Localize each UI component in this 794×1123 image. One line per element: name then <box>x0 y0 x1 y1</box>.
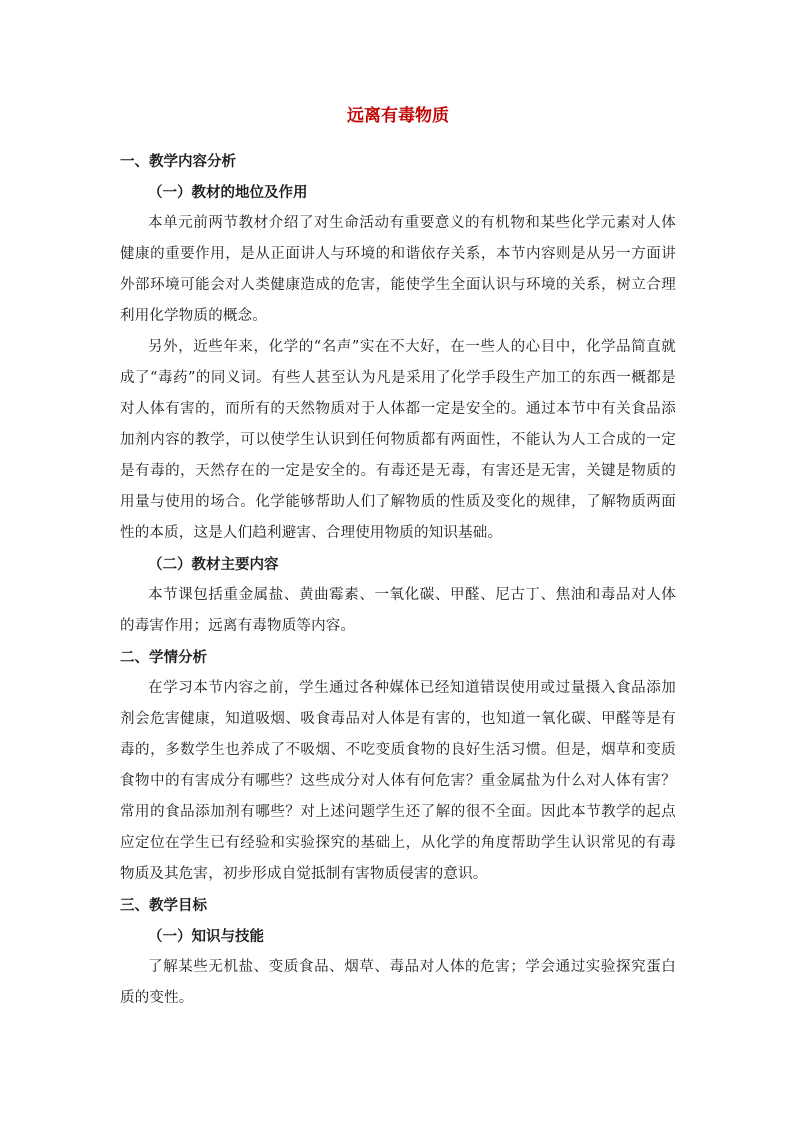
section-heading-content-analysis: 一、教学内容分析 <box>120 153 236 170</box>
section-heading-teaching-objectives: 三、教学目标 <box>120 897 207 914</box>
paragraph: 另外，近些年来，化学的“名声”实在不大好，在一些人的心目中，化学品简直就成了“毒药”的同义词。有些人甚至认为凡是采用了化学手段生产加工的东西一概都是对人体有害的，而所有的天然物质对于人体都一定是安全的。通过本节中有关食品添加剂内容的教学，可以使学生认识到任何物质都有两面性，不能认为人工合成的一定是有毒的，天然存在的一定是安全的。有毒还是无毒，有害还是无害，关键是物质的用量与使用的场合。化学能够帮助人们了解物质的性质及变化的规律，了解物质两面性的本质，这是人们趋利避害、合理使用物质的知识基础。 <box>120 339 676 541</box>
paragraph: 本单元前两节教材介绍了对生命活动有重要意义的有机物和某些化学元素对人体健康的重要作用，是从正面讲人与环境的和谐依存关系，本节内容则是从另一方面讲外部环境可能会对人类健康造成的危害，能使学生全面认识与环境的关系，树立合理利用化学物质的概念。 <box>120 215 676 324</box>
document-title: 远离有毒物质 <box>347 106 449 126</box>
document-page <box>120 96 676 1014</box>
subsection-heading-knowledge-skills: （一）知识与技能 <box>148 928 264 945</box>
paragraph: 在学习本节内容之前，学生通过各种媒体已经知道错误使用或过量摄入食品添加剂会危害健康，知道吸烟、吸食毒品对人体是有害的，也知道一氧化碳、甲醛等是有毒的，多数学生也养成了不吸烟、不吃变质食物的良好生活习惯。但是，烟草和变质食物中的有害成分有哪些？这些成分对人体有何危害？重金属盐为什么对人体有害？常用的食品添加剂有哪些？对上述问题学生还了解的很不全面。因此本节教学的起点应定位在学生已有经验和实验探究的基础上，从化学的角度帮助学生认识常见的有毒物质及其危害，初步形成自觉抵制有害物质侵害的意识。 <box>120 680 676 882</box>
subsection-heading-status-role: （一）教材的地位及作用 <box>148 184 308 201</box>
section-heading-student-analysis: 二、学情分析 <box>120 649 207 666</box>
paragraph: 本节课包括重金属盐、黄曲霉素、一氧化碳、甲醛、尼古丁、焦油和毒品对人体的毒害作用；远离有毒物质等内容。 <box>120 587 676 634</box>
paragraph: 了解某些无机盐、变质食品、烟草、毒品对人体的危害；学会通过实验探究蛋白质的变性。 <box>120 959 676 1006</box>
subsection-heading-main-content: （二）教材主要内容 <box>148 556 279 573</box>
